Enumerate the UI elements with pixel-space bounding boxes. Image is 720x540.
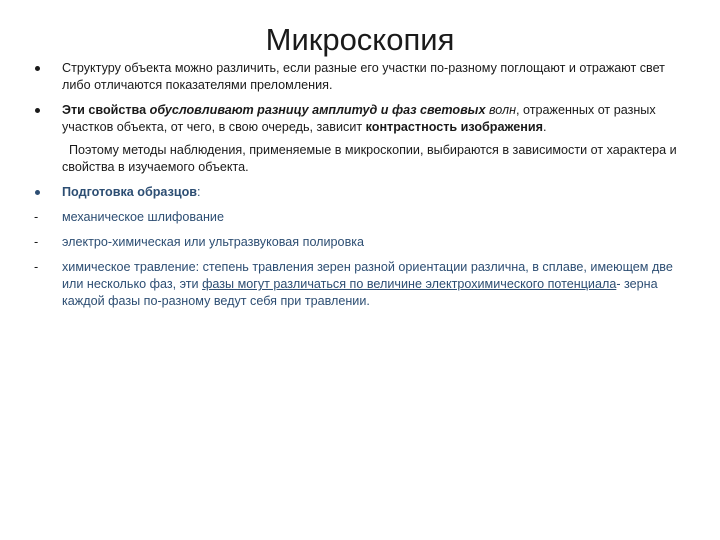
dash-item-polishing [34,234,694,251]
dash-marker: - [34,260,39,274]
bullet-item-structure [34,60,694,94]
etching-text: химическое травление: степень травления зерен разной ориентации различна, в сплаве, имеющем две или несколько фаз, эти [62,260,673,291]
properties-contrast: контрастность изображения [365,120,543,134]
properties-emphasis: обусловливают разницу амплитуд и фаз световых [149,103,486,117]
preparation-label: Подготовка образцов [62,185,198,199]
dash-item-etching [34,259,694,310]
dash-marker: - [34,235,39,249]
bullet-text-structure: Структуру объекта можно различить, если разные его участки по-разному поглощают и отражают свет либо отличаются показателями преломления. [62,61,665,92]
preparation-colon: : [197,185,201,199]
dash-marker: - [34,210,39,224]
properties-waves: волн [485,103,517,117]
slide-title: Микроскопия [265,22,455,57]
bullet-item-properties [34,102,694,136]
properties-end: . [542,120,547,134]
slide-body [34,60,694,318]
dash-text-grinding: механическое шлифование [62,210,224,224]
dash-text-polishing: электро-химическая или ультразвуковая полировка [62,235,365,249]
dash-item-grinding [34,209,694,226]
bullet-item-preparation [34,184,694,201]
properties-lead: Эти свойства [62,103,150,117]
etching-text-end: - зерна каждой фазы по-разному ведут себя при травлении. [62,277,658,308]
methods-paragraph: Поэтому методы наблюдения, применяемые в микроскопии, выбираются в зависимости от характера и свойства в изучаемого объекта. [62,143,681,174]
phase-potential-link[interactable]: фазы могут различаться по величине электрохимического потенциала [202,277,617,291]
properties-rest: , отраженных от разных участков объекта, от чего, в свою очередь, зависит [62,103,656,134]
